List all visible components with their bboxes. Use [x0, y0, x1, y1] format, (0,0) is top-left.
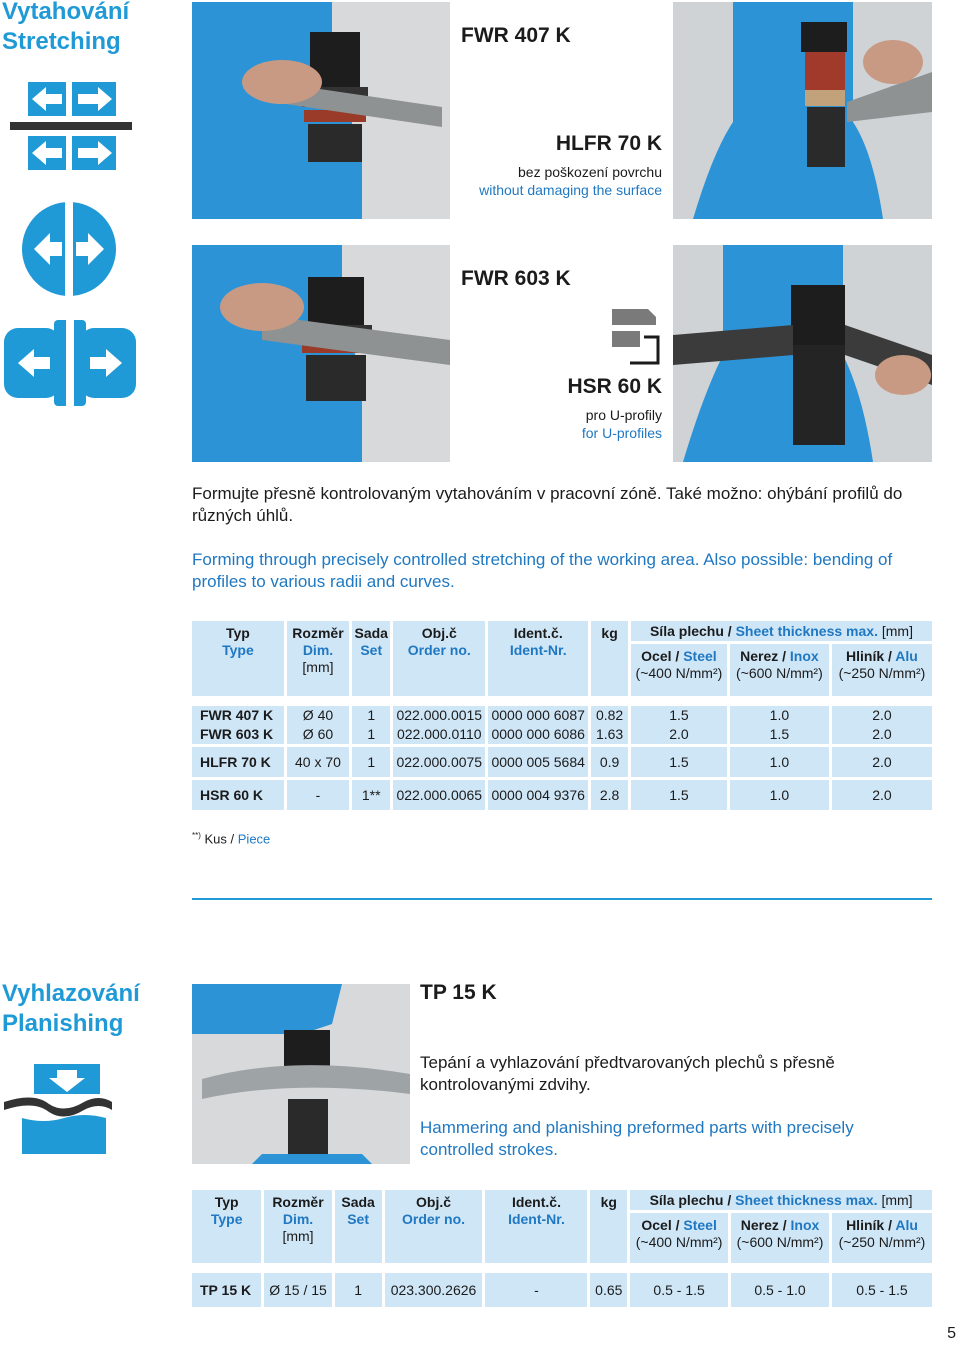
cell-inox: 1.0	[730, 747, 829, 777]
cell-set: 1 1	[352, 706, 390, 744]
col-header-type: Typ Type	[192, 621, 284, 696]
stretch-circle-icon	[20, 200, 118, 298]
cell-dim: Ø 15 / 15	[264, 1273, 331, 1307]
stretching-description-cz: Formujte přesně kontrolovaným vytahováním v pracovní zóně. Také možno: ohýbání profilů do různých úhlů.	[192, 484, 903, 525]
col-header-set: Sada Set	[352, 621, 390, 696]
footnote-mark: **)	[192, 831, 201, 840]
u-profile-icon	[610, 305, 662, 367]
stretching-spec-table	[189, 618, 935, 813]
col-header-inox: Nerez / Inox (~600 N/mm²)	[731, 1213, 829, 1263]
footnote-cz: Kus /	[204, 831, 235, 847]
hsr60-subtitle	[582, 406, 662, 442]
col-header-ident: Ident.č. Ident-Nr.	[485, 1190, 587, 1263]
fwr603-photo	[192, 245, 450, 462]
section-title-cz: Vytahování	[2, 0, 130, 25]
hsr60-photo	[673, 245, 932, 462]
table-row-hsr	[192, 780, 932, 810]
hlfr70-subtitle	[479, 163, 662, 199]
col-header-set: Sada Set	[335, 1190, 382, 1263]
cell-dim: 40 x 70	[287, 747, 349, 777]
table-row-fwr	[192, 706, 932, 744]
col-header-order: Obj.č Order no.	[385, 1190, 483, 1263]
cell-alu: 2.0	[832, 780, 932, 810]
col-header-alu: Hliník / Alu (~250 N/mm²)	[832, 1213, 932, 1263]
planishing-spec-table	[189, 1187, 935, 1310]
col-header-alu: Hliník / Alu (~250 N/mm²)	[832, 644, 932, 696]
cell-dim: -	[287, 780, 349, 810]
col-header-steel: Ocel / Steel (~400 N/mm²)	[631, 644, 727, 696]
hsr60-sub-cz: pro U-profily	[585, 407, 662, 423]
cell-typ: TP 15 K	[192, 1273, 261, 1307]
product-title-hsr60: HSR 60 K	[567, 375, 662, 398]
cell-alu: 2.0	[832, 747, 932, 777]
section-divider	[192, 898, 932, 900]
hlfr70-sub-en: without damaging the surface	[479, 182, 662, 198]
tp15-photo	[192, 984, 410, 1164]
section-title-planishing	[2, 979, 140, 1039]
cell-inox: 1.0 1.5	[730, 706, 829, 744]
hlfr70-photo	[673, 2, 932, 219]
table-row-tp15	[192, 1273, 932, 1307]
cell-kg: 0.9	[591, 747, 628, 777]
col-header-order: Obj.č Order no.	[393, 621, 485, 696]
product-title-fwr603: FWR 603 K	[461, 267, 571, 290]
stretching-description-en: Forming through precisely controlled stretching of the working area. Also possible: bending of profiles to various radii and curves.	[192, 550, 893, 591]
cell-set: 1	[335, 1273, 382, 1307]
col-header-dim: Rozměr Dim. [mm]	[287, 621, 349, 696]
cell-ident: 0000 000 6087 0000 000 6086	[488, 706, 588, 744]
footnote	[192, 831, 270, 846]
col-header-thickness: Síla plechu / Sheet thickness max. [mm]	[630, 1190, 932, 1210]
cell-steel: 0.5 - 1.5	[630, 1273, 728, 1307]
cell-ident: 0000 005 5684	[488, 747, 588, 777]
table-row-hlfr	[192, 747, 932, 777]
hlfr70-sub-cz: bez poškození povrchu	[518, 164, 662, 180]
cell-typ: HLFR 70 K	[192, 747, 284, 777]
cell-set: 1	[352, 747, 390, 777]
col-header-steel: Ocel / Steel (~400 N/mm²)	[630, 1213, 728, 1263]
section-title-en: Planishing	[2, 1010, 124, 1037]
col-header-kg: kg	[590, 1190, 627, 1263]
cell-kg: 0.82 1.63	[591, 706, 628, 744]
stretch-arrows-icon	[8, 80, 133, 175]
section-title-cz: Vyhlazování	[2, 980, 140, 1007]
cell-typ: FWR 407 K FWR 603 K	[192, 706, 284, 744]
col-header-dim: Rozměr Dim. [mm]	[264, 1190, 331, 1263]
cell-inox: 1.0	[730, 780, 829, 810]
cell-dim: Ø 40 Ø 60	[287, 706, 349, 744]
section-title-en: Stretching	[2, 28, 121, 55]
product-title-hlfr70: HLFR 70 K	[555, 132, 662, 155]
col-header-thickness: Síla plechu / Sheet thickness max. [mm]	[631, 621, 932, 641]
cell-order: 022.000.0065	[393, 780, 485, 810]
footnote-en: Piece	[237, 831, 271, 847]
cell-ident: -	[485, 1273, 587, 1307]
cell-order: 023.300.2626	[385, 1273, 483, 1307]
cell-alu: 0.5 - 1.5	[832, 1273, 932, 1307]
product-title-fwr407: FWR 407 K	[461, 24, 571, 47]
cell-inox: 0.5 - 1.0	[731, 1273, 829, 1307]
cell-order: 022.000.0075	[393, 747, 485, 777]
cell-set: 1**	[352, 780, 390, 810]
cell-alu: 2.0 2.0	[832, 706, 932, 744]
planishing-description-en: Hammering and planishing preformed parts with precisely controlled strokes.	[420, 1118, 854, 1159]
hsr60-sub-en: for U-profiles	[581, 425, 662, 441]
col-header-type: Typ Type	[192, 1190, 261, 1263]
cell-order: 022.000.0015 022.000.0110	[393, 706, 485, 744]
cell-kg: 2.8	[591, 780, 628, 810]
col-header-kg: kg	[591, 621, 628, 696]
product-title-tp15: TP 15 K	[420, 981, 497, 1004]
section-title-stretching	[2, 0, 129, 57]
cell-steel: 1.5	[631, 747, 727, 777]
planishing-description-cz: Tepání a vyhlazování předtvarovaných plechů s přesně kontrolovanými zdvihy.	[420, 1053, 835, 1094]
stretch-profile-icon	[4, 320, 136, 406]
col-header-inox: Nerez / Inox (~600 N/mm²)	[730, 644, 829, 696]
planish-hammer-icon	[4, 1062, 112, 1154]
col-header-ident: Ident.č. Ident-Nr.	[488, 621, 588, 696]
cell-steel: 1.5 2.0	[631, 706, 727, 744]
fwr407-photo	[192, 2, 450, 219]
cell-steel: 1.5	[631, 780, 727, 810]
page-number: 5	[947, 1325, 956, 1342]
cell-ident: 0000 004 9376	[488, 780, 588, 810]
cell-typ: HSR 60 K	[192, 780, 284, 810]
cell-kg: 0.65	[590, 1273, 627, 1307]
